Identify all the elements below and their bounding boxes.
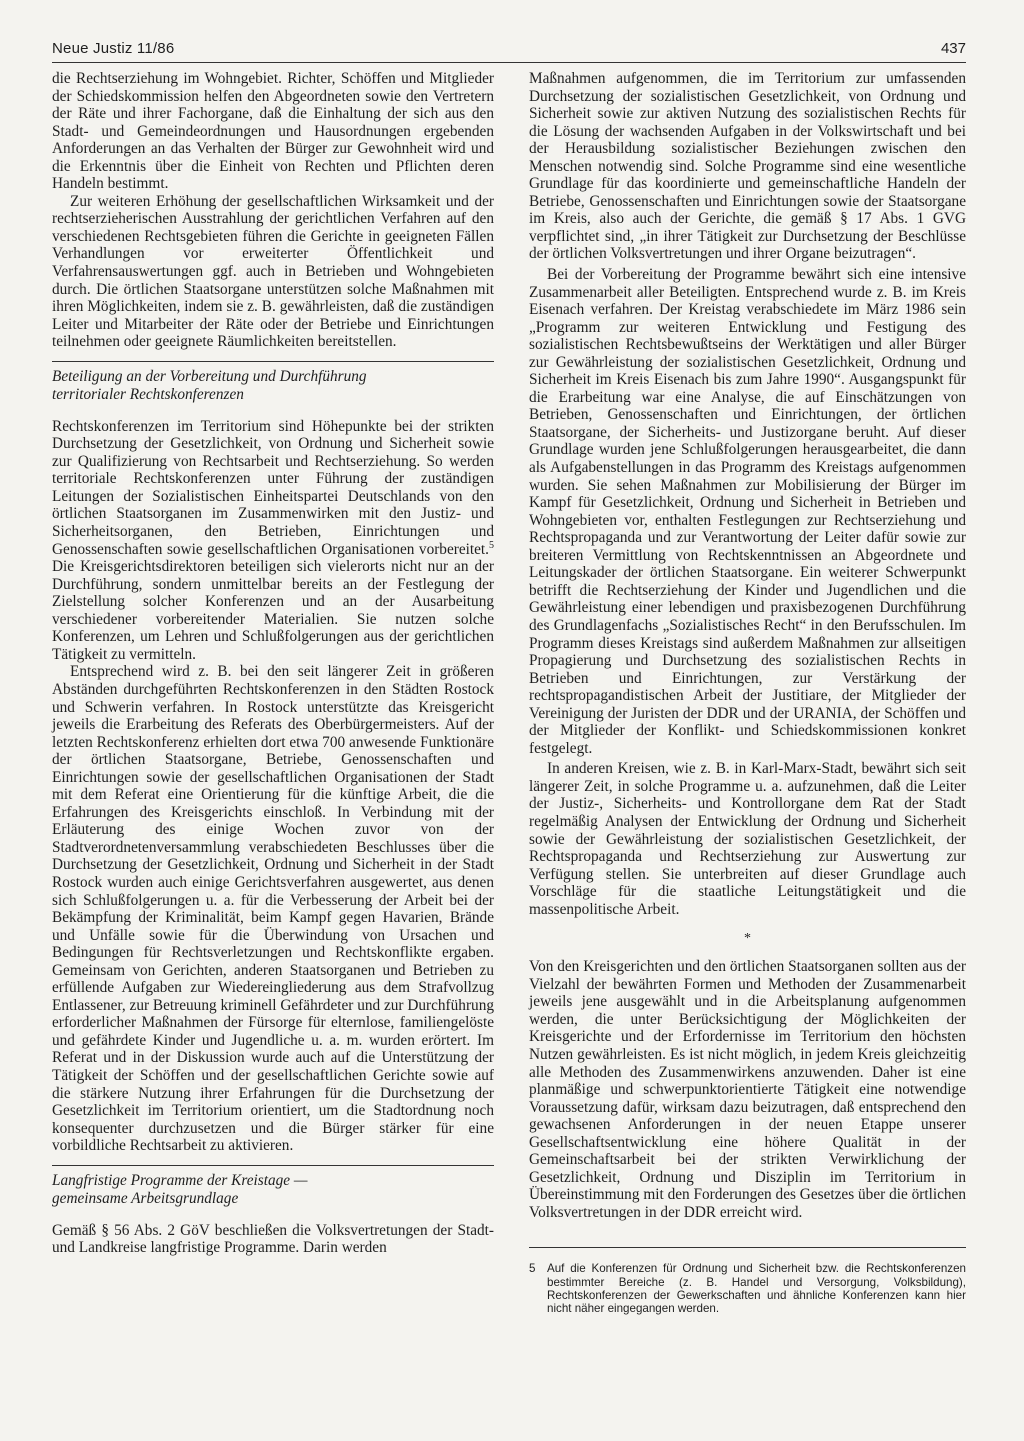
- paragraph: Entsprechend wird z. B. bei den seit längerer Zeit in größeren Abständen durchgeführten Rechtskonferenzen in den Städten Rostock und Schwerin verfahren. In Rostock unterstützte das Kreisgericht jeweils die Erarbeitung des Referats des Oberbürgermeisters. Auf der letzten Rechtskonferenz erhielten dort etwa 700 anwesende Funktionäre der örtlichen Staatsorgane, Betriebe, Genossenschaften und Einrichtungen sowie der gesellschaftlichen Organisationen der Stadt mit dem Referat eine Orientierung für die künftige Arbeit, die die Erfahrungen des Kreisgerichts einschloß. In Verbindung mit der Erläuterung des einige Wochen zuvor von der Stadtverordnetenversammlung verabschiedeten Beschlusses über die Durchsetzung der Gesetzlichkeit, Ordnung und Sicherheit in der Stadt Rostock wurden auch einige Gerichtsverfahren ausgewertet, aus denen sich Schlußfolgerungen u. a. für die Verbesserung der Arbeit bei der Bekämpfung der Kriminalität, beim Kampf gegen Havarien, Brände und Unfälle sowie für die Überwindung von Ursachen und Bedingungen für Rechtsverletzungen und Rechtskonflikte ergaben. Gemeinsam von Gerichten, anderen Staatsorganen und Betrieben zu erfüllende Aufgaben zur Wiedereingliederung aus dem Strafvollzug Entlassener, zur Betreuung kriminell Gefährdeter und zur Durchführung erforderlicher Maßnahmen der Fürsorge für elternlose, familiengelöste und gefährdete Kinder und Jugendliche u. a. m. wurden erörtert. Im Referat und in der Diskussion wurde auch auf die Unterstützung der Tätigkeit der Schöffen und der gesellschaftlichen Gerichte sowie auf die stärkere Nutzung ihrer Erfahrungen für die Durchsetzung der Gesetzlichkeit im Territorium orientiert, um die Stadtordnung noch konsequenter durchzusetzen und die Bürger stärker für eine vorbildliche Rechtsarbeit zu aktivieren.: [52, 663, 494, 1155]
- paragraph: Bei der Vorbereitung der Programme bewährt sich eine intensive Zusammenarbeit aller Beteiligten. Entsprechend wurde z. B. im Kreis Eisenach verfahren. Der Kreistag verabschiedete im März 1986 sein „Programm zur weiteren Entwicklung und Festigung des sozialistischen Rechtsbewußtseins der Werktätigen und aller Bürger zur Gewährleistung der sozialistischen Gesetzlichkeit, Ordnung und Sicherheit im Kreis Eisenach bis zum Jahre 1990“. Ausgangspunkt für die Erarbeitung war eine Analyse, die auf Einschätzungen von Betrieben, Genossenschaften und Einrichtungen, der örtlichen Staatsorgane, der Sicherheits- und Justizorgane beruht. Auf dieser Grundlage wurden jene Schlußfolgerungen herausgearbeitet, die dann als Aufgabenstellungen in das Programm des Kreistags aufgenommen wurden. Sie sehen Maßnahmen zur Mobilisierung der Bürger im Kampf für Gesetzlichkeit, Ordnung und Sicherheit in Betrieben und Wohngebieten vor, enthalten Festlegungen zur Rechtserziehung und Rechtspropaganda und zur Verantwortung der Leiter dafür sowie zur breiteren Vermittlung von Rechtskenntnissen an Abgeordnete und Leitungskader der örtlichen Staatsorgane. Ein weiterer Schwerpunkt betrifft die Rechtserziehung der Kinder und Jugendlichen und die Gewährleistung einer lebendigen und praxisbezogenen Durchführung des Grundlagenfachs „Sozialistisches Recht“ in den Berufsschulen. Im Programm dieses Kreistags sind außerdem Maßnahmen zur allseitigen Propagierung und Durchsetzung des sozialistischen Rechts in Betrieben und Einrichtungen, zur Verstärkung der rechtspropagandistischen Arbeit der Justitiare, der Mitglieder der Vereinigung der Juristen der DDR und der URANIA, der Schöffen und der Mitglieder der Konflikt- und Schiedskommissionen konkret festgelegt.: [529, 266, 966, 757]
- section-heading-line: Langfristige Programme der Kreistage —: [52, 1171, 308, 1189]
- footnote: [529, 1247, 966, 1315]
- footnote-reference[interactable]: 5: [489, 539, 494, 551]
- footnote-number: 5: [529, 1262, 536, 1276]
- paragraph: die Rechtserziehung im Wohngebiet. Richter, Schöffen und Mitglieder der Schiedskommission helfen den Abgeordneten sowie den Vertretern der Räte und ihrer Fachorgane, daß die Einhaltung der sich aus den Stadt- und Gemeindeordnungen und Hausordnungen ergebenden Anforderungen an das Verhalten der Bürger zur Gewohnheit wird und die Erkenntnis über die Einheit von Rechten und Pflichten deren Handeln bestimmt.: [52, 70, 494, 193]
- paragraph: Zur weiteren Erhöhung der gesellschaftlichen Wirksamkeit und der rechtserzieherischen Ausstrahlung der gerichtlichen Verfahren auf den verschiedenen Rechtsgebieten führen die Gerichte in geeigneten Fällen Verhandlungen vor erweiterter Öffentlichkeit und Verfahrensauswertungen ggf. auch in Betrieben und Wohngebieten durch. Die örtlichen Staatsorgane unterstützen solche Maßnahmen mit ihren Möglichkeiten, indem sie z. B. gewährleisten, daß die zuständigen Leiter und Mitarbeiter der Räte oder der Betriebe und Einrichtungen teilnehmen oder geeignete Räumlichkeiten bereitstellen.: [52, 192, 494, 351]
- section-heading-line: gemeinsame Arbeitsgrundlage: [52, 1189, 239, 1207]
- paragraph: Gemäß § 56 Abs. 2 GöV beschließen die Volksvertretungen der Stadt- und Landkreise langfristige Programme. Darin werden: [52, 1221, 494, 1257]
- section-heading-line: territorialer Rechtskonferenzen: [52, 385, 244, 403]
- section-heading: [52, 1165, 494, 1208]
- running-header: [52, 38, 966, 63]
- paragraph-text: Die Kreisgerichtsdirektoren beteiligen sich vielerorts nicht nur an der Durchführung, sondern unmittelbar bereits an der Festlegung der Zielstellung solcher Konferenzen und an der Ausarbeitung verschiedener vorbereitender Materialien. Sie nutzen solche Konferenzen, um Lehren und Schlußfolgerungen aus der gerichtlichen Tätigkeit zu vermitteln.: [52, 558, 494, 663]
- journal-title: Neue Justiz 11/86: [52, 40, 175, 57]
- paragraph-text: Rechtskonferenzen im Territorium sind Höhepunkte bei der strikten Durchsetzung der Gesetzlichkeit, von Ordnung und Sicherheit sowie zur Qualifizierung von Rechtsarbeit und Rechtserziehung. So werden territoriale Rechtskonferenzen unter Führung der zuständigen Leitungen der Sozialistischen Einheitspartei Deutschlands von den örtlichen Staatsorganen im Zusammenwirken mit den Justiz- und Sicherheitsorganen, den Betrieben, Einrichtungen und Genossenschaften sowie gesellschaftlichen Organisationen vorbereitet.: [52, 417, 494, 558]
- section-heading: [52, 361, 494, 404]
- section-heading-line: Beteiligung an der Vorbereitung und Durchführung: [52, 367, 367, 385]
- paragraph: [52, 418, 494, 664]
- right-column: [529, 70, 966, 1315]
- paragraph: In anderen Kreisen, wie z. B. in Karl-Marx-Stadt, bewährt sich seit längerer Zeit, in solche Programme u. a. aufzunehmen, daß die Leiter der Justiz-, Sicherheits- und Kontrollorgane dem Rat der Stadt regelmäßig Analysen der Entwicklung der Ordnung und Sicherheit sowie der Gewährleistung der sozialistischen Gesetzlichkeit, der Rechtspropaganda und Rechtserziehung zur Auswertung zur Verfügung stellen. Sie unterbreiten auf dieser Grundlage auch Vorschläge für die staatliche Leitungstätigkeit und die massenpolitische Arbeit.: [529, 760, 966, 918]
- paragraph: Von den Kreisgerichten und den örtlichen Staatsorganen sollten aus der Vielzahl der bewährten Formen und Methoden der Zusammenarbeit jeweils jene ausgewählt und in die Arbeitsplanung aufgenommen werden, die unter Berücksichtigung der Möglichkeiten der Kreisgerichte und der Erfordernisse im Territorium den höchsten Nutzen gewährleisten. Es ist nicht möglich, in jedem Kreis gleichzeitig alle Methoden des Zusammenwirkens anzuwenden. Daher ist eine planmäßige und schwerpunktorientierte Tätigkeit eine notwendige Voraussetzung dafür, wirksam dazu beizutragen, daß entsprechend den gewachsenen Anforderungen in der neuen Etappe unserer Gesellschaftsentwicklung eine höhere Qualität in der Gemeinschaftsarbeit bei der strikten Verwirklichung der Gesetzlichkeit, Ordnung und Disziplin im Territorium in Übereinstimmung mit den Forderungen des Gesetzes über die örtlichen Volksvertretungen in der DDR erreicht wird.: [529, 958, 966, 1221]
- paragraph: Maßnahmen aufgenommen, die im Territorium zur umfassenden Durchsetzung der sozialistischen Gesetzlichkeit, von Ordnung und Sicherheit sowie zur aktiven Nutzung des sozialistischen Rechts für die Lösung der wachsenden Aufgaben in der Volkswirtschaft und bei der Herausbildung sozialistischer Beziehungen zwischen den Menschen notwendig sind. Solche Programme sind eine wesentliche Grundlage für das koordinierte und gemeinschaftliche Handeln der Betriebe, Genossenschaften und Einrichtungen sowie der Staatsorgane im Kreis, also auch der Gerichte, die gemäß § 17 Abs. 1 GVG verpflichtet sind, „in ihrer Tätigkeit zur Durchsetzung der Beschlüsse der örtlichen Volksvertretungen und ihrer Organe beizutragen“.: [529, 70, 966, 263]
- left-column: [52, 70, 494, 1257]
- page-number: 437: [940, 40, 966, 57]
- section-separator: *: [744, 931, 751, 947]
- footnote-text: Auf die Konferenzen für Ordnung und Sicherheit bzw. die Rechtskonferenzen bestimmter Bereiche (z. B. Handel und Versorgung, Volksbildung), Rechtskonferenzen der Gewerkschaften und ähnliche Konferenzen kann hier nicht näher eingegangen werden.: [547, 1262, 966, 1316]
